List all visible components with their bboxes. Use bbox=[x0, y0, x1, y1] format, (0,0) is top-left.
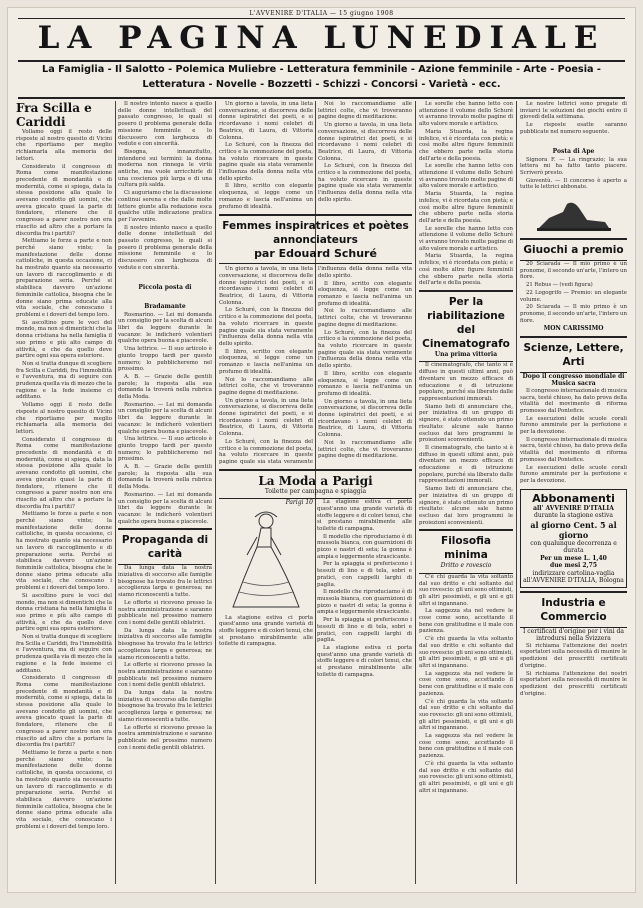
subscription-box: Abbonamenti all' AVVENIRE D'ITALIA durante la stagione estiva al giorno Cent. 5 al giorno con qualunque decorrenza e durata Per un mese L. 1,40 due mesi 2,75 indirizzare cartolina-vaglia all'AVVENIRE D'ITALIA, Bologna bbox=[520, 489, 627, 588]
column-2 bbox=[118, 101, 212, 884]
section-subtitle-scienze: Dopo il congresso mondiale di Musica sacra bbox=[522, 372, 625, 388]
section-title-bradamante: Piccola posta di Bradamante bbox=[138, 283, 192, 310]
section-title-industria: Industria e Commercio bbox=[540, 596, 607, 623]
giochi-signature: MON CARISSIMO bbox=[543, 325, 604, 333]
section-body-bradamante: Rosmarino. — Lei mi domanda un consiglio per la scelta di alcuni libri da leggere durante le vacanze: le indicherò volentieri qualche opera buona e piacevole. Una lettrice. — Il suo articolo è giunto troppo tardi per questo numero; lo pubblicheremo nel prossimo. A. B. — Grazie delle gentili parole; la risposta alla sua domanda la troverà nella rubrica della Moda. Rosmarino. — Lei mi domanda un consiglio per la scelta di alcuni libri da leggere durante le vacanze: le indicherò volentieri qualche opera buona e piacevole. Una lettrice. — Il suo articolo è giunto troppo tardi per questo numero; lo pubblicheremo nel prossimo. A. B. — Grazie delle gentili parole; la risposta alla sua domanda la troverà nella rubrica della Moda. Rosmarino. — Lei mi domanda un consiglio per la scelta di alcuni libri da leggere durante le vacanze: le indicherò volentieri qualche opera buona e piacevole. bbox=[118, 311, 212, 525]
section-subtitle: La Famiglia - Il Salotto - Polemica Muliebre - Letteratura femminile - Azione femminile - Arte - Poesia - Letteratura - Novelle - Bozzetti - Schizzi - Concorsi - Varietà - ecc. bbox=[42, 64, 601, 90]
article-subtitle-filosofia: Dritto e rovescio bbox=[440, 562, 492, 570]
column-5: Le nostre lettrici sono pregate di inviarci le soluzioni dei giochi entro il giovedì della settimana. Le risposte esatte saranno pubblicate nel numero seguente. Posta di Ape Signora F. — La ringrazio; la sua lettera mi ha fatto tanto piacere. Scriverò presto. Gioventù. — Il concorso è aperto a tutte le lettrici abbonate. Giuochi a premio 20 Sciarada — Il mio primo è un pronome, il secondo un'arte, l'intero un fiore. 21 Rebus — (vedi figura) 22 Logogrifo — Premio: un elegante volume. 20 Sciarada — Il mio primo è un pronome, il secondo un'arte, l'intero un fiore. MON CARISSIMO Scienze, Lettere, Arti Dopo il congresso mondiale di Musica sacra Il congresso internazionale di musica sacra, testé chiuso, ha dato prova della vitalità del movimento di riforma promosso dal Pontefice. Le esecuzioni delle scuole corali furono ammirate per la perfezione e per la devozione. Il congresso internazionale di musica sacra, testé chiuso, ha dato prova della vitalità del movimento di riforma promosso dal Pontefice. Le esecuzioni delle scuole corali furono ammirate per la perfezione e per la devozione. Abbonamenti all' AVVENIRE D'ITALIA durante la stagione estiva al giorno Cent. 5 al giorno con qualunque decorrenza e durata Per un mese L. 1,40 due mesi 2,75 indirizzare cartolina-vaglia all'AVVENIRE D'ITALIA, Bologna Industria e Commercio I certificati d'origine per i vini da introdursi nella Svizzera Si richiama l'attenzione dei nostri esportatori sulla necessità di munire le spedizioni dei prescritti certificati d'origine. Si richiama l'attenzione dei nostri esportatori sulla necessità di munire le spedizioni dei prescritti certificati d'origine. bbox=[520, 101, 627, 697]
section-body-carita: Da lunga data la nostra iniziativa di soccorso alle famiglie bisognose ha trovato fra le lettrici accoglienza larga e generosa; ne siamo riconoscenti a tutte. Le offerte si ricevono presso la nostra amministrazione e saranno pubblicate nel prossimo numero con i nomi delle gentili oblatrici. Da lunga data la nostra iniziativa di soccorso alle famiglie bisognose ha trovato fra le lettrici accoglienza larga e generosa; ne siamo riconoscenti a tutte. Le offerte si ricevono presso la nostra amministrazione e saranno pubblicate nel prossimo numero con i nomi delle gentili oblatrici. Da lunga data la nostra iniziativa di soccorso alle famiglie bisognose ha trovato fra le lettrici accoglienza larga e generosa; ne siamo riconoscenti a tutte. Le offerte si ricevono presso la nostra amministrazione e saranno pubblicate nel prossimo numero con i nomi delle gentili oblatrici. bbox=[118, 565, 212, 751]
article-title-filosofia: Filosofia minima bbox=[441, 535, 491, 562]
article-body-femmes: Un giorno a tavola, in una lieta conversazione, si discorreva delle donne ispiratrici dei poeti, e si ricordavano i nomi celebri di Beatrice, di Laura, di Vittoria Colonna. Lo Schuré, con la finezza del critico e la commozione del poeta, ha voluto ricercare in queste pagine quale sia stata veramente l'influenza della donna nella vita dello spirito. Il libro, scritto con elegante eloquenza, si legge come un romanzo e lascia nell'anima un profumo di idealità. Noi lo raccomandiamo alle lettrici colte, che vi troveranno pagine degne di meditazione. Un giorno a tavola, in una lieta conversazione, si discorreva delle donne ispiratrici dei poeti, e si ricordavano i nomi celebri di Beatrice, di Laura, di Vittoria Colonna. Lo Schuré, con la finezza del critico e la commozione del poeta, ha voluto ricercare in queste pagine quale sia stata veramente l'influenza della donna nella vita dello spirito. Il libro, scritto con elegante eloquenza, si legge come un romanzo e lascia nell'anima un profumo di idealità. Noi lo raccomandiamo alle lettrici colte, che vi troveranno pagine degne di meditazione. Lo Schuré, con la finezza del critico e la commozione del poeta, ha voluto ricercare in queste pagine quale sia stata veramente l'influenza della donna nella vita dello spirito. Il libro, scritto con elegante eloquenza, si legge come un romanzo e lascia nell'anima un profumo di idealità. Un giorno a tavola, in una lieta conversazione, si discorreva delle donne ispiratrici dei poeti, e si ricordavano i nomi celebri di Beatrice, di Laura, di Vittoria Colonna. Noi lo raccomandiamo alle lettrici colte, che vi troveranno pagine degne di meditazione. bbox=[219, 266, 412, 465]
article-body-filosofia: C'è chi guarda la vita soltanto dal suo dritto e chi soltanto dal suo rovescio: gli uni sono ottimisti, gli altri pessimisti, e gli uni e gli altri si ingannano. La saggezza sta nel vedere le cose come sono, accettando il bene con gratitudine e il male con pazienza. C'è chi guarda la vita soltanto dal suo dritto e chi soltanto dal suo rovescio: gli uni sono ottimisti, gli altri pessimisti, e gli uni e gli altri si ingannano. La saggezza sta nel vedere le cose come sono, accettando il bene con gratitudine e il male con pazienza. C'è chi guarda la vita soltanto dal suo dritto e chi soltanto dal suo rovescio: gli uni sono ottimisti, gli altri pessimisti, e gli uni e gli altri si ingannano. La saggezza sta nel vedere le cose come sono, accettando il bene con gratitudine e il male con pazienza. C'è chi guarda la vita soltanto dal suo dritto e chi soltanto dal suo rovescio: gli uni sono ottimisti, gli altri pessimisti, e gli uni e gli altri si ingannano. bbox=[419, 573, 513, 794]
article-subtitle-moda: Toilette per campagna e spiaggia bbox=[264, 487, 367, 495]
column-4 bbox=[419, 101, 513, 884]
article-author-schure: par Edouard Schuré bbox=[254, 247, 377, 261]
column-1 bbox=[16, 101, 112, 884]
article-title-cinematografo: Per la riabilitazione del Cinematografo bbox=[422, 295, 510, 350]
dress-illustration bbox=[219, 507, 313, 615]
masthead: LA PAGINA LUNEDIALE bbox=[37, 20, 606, 56]
article-body-continued: Il nostro intento nasce a quello delle donne intellettuali del passato congresso, le quali si posero il problema generale della missione femminile e lo discussero con larghezza di vedute e con sincerità. Bisogna, innanzitutto, intendersi sui termini: la donna moderna non rinnega le virtù antiche, ma vuole arricchirle di una coscienza più larga e di una cultura più salda. Ci auguriamo che la discussione continui serena e che dalle molte lettere giunte alla redazione esca qualche utile indicazione pratica per l'avvenire. Il nostro intento nasce a quello delle donne intellettuali del passato congresso, le quali si posero il problema generale della missione femminile e lo discussero con larghezza di vedute e con sincerità. bbox=[118, 101, 212, 271]
article-body-moda: La stagione estiva ci porta quest'anno una grande varietà di stoffe leggere e di colori tenui, che si prestano mirabilmente alle toilette di campagna. Il modello che riproduciamo è di mussola bianca, con guarnizioni di pizzo e nastri di seta; la gonna è ampia e leggermente strascicante. Per la spiaggia si preferiscono i tessuti di lino e di tela, sobri e pratici, con cappelli larghi di paglia. Il modello che riproduciamo è di mussola bianca, con guarnizioni di pizzo e nastri di seta; la gonna è ampia e leggermente strascicante. Per la spiaggia si preferiscono i tessuti di lino e di tela, sobri e pratici, con cappelli larghi di paglia. La stagione estiva ci porta quest'anno una grande varietà di stoffe leggere e di colori tenui, che si prestano mirabilmente alle toilette di campagna. bbox=[317, 499, 412, 678]
section-title-carita: Propaganda di carità bbox=[121, 534, 209, 561]
article-subtitle-cinematografo: Una prima vittoria bbox=[434, 350, 498, 358]
article-title-femmes: Femmes inspiratrices et poètes annonciateurs bbox=[222, 220, 409, 247]
section-title-posta: Posta di Ape bbox=[552, 147, 595, 155]
subscription-price-daily: al giorno Cent. 5 al giorno bbox=[530, 519, 617, 540]
newspaper-page bbox=[8, 8, 635, 892]
moda-dateline: Parigi 10 bbox=[285, 499, 313, 507]
subscription-title: Abbonamenti bbox=[532, 491, 615, 505]
article-title-moda: La Moda a Parigi bbox=[258, 473, 373, 488]
sphinx-illustration bbox=[520, 194, 627, 238]
column-3: Un giorno a tavola, in una lieta conversazione, si discorreva delle donne ispiratrici dei poeti, e si ricordavano i nomi celebri di Beatrice, di Laura, di Vittoria Colonna. Lo Schuré, con la finezza del critico e la commozione del poeta, ha voluto ricercare in queste pagine quale sia stata veramente l'influenza della donna nella vita dello spirito. Il libro, scritto con elegante eloquenza, si legge come un romanzo e lascia nell'anima un profumo di idealità. Noi lo raccomandiamo alle lettrici colte, che vi troveranno pagine degne di meditazione. Un giorno a tavola, in una lieta conversazione, si discorreva delle donne ispiratrici dei poeti, e si ricordavano i nomi celebri di Beatrice, di Laura, di Vittoria Colonna. Lo Schuré, con la finezza del critico e la commozione del poeta, ha voluto ricercare in queste pagine quale sia stata veramente l'influenza della donna nella vita dello spirito. Femmes inspiratrices et poètes annonciateurs par Edouard Schuré Un giorno a tavola, in una lieta conversazione, si discorreva delle donne ispiratrici dei poeti, e si ricordavano i nomi celebri di Beatrice, di Laura, di Vittoria Colonna. Lo Schuré, con la finezza del critico e la commozione del poeta, ha voluto ricercare in queste pagine quale sia stata veramente l'influenza della donna nella vita dello spirito. Il libro, scritto con elegante eloquenza, si legge come un romanzo e lascia nell'anima un profumo di idealità. Noi lo raccomandiamo alle lettrici colte, che vi troveranno pagine degne di meditazione. Un giorno a tavola, in una lieta conversazione, si discorreva delle donne ispiratrici dei poeti, e si ricordavano i nomi celebri di Beatrice, di Laura, di Vittoria Colonna. Lo Schuré, con la finezza del critico e la commozione del poeta, ha voluto ricercare in queste pagine quale sia stata veramente l'influenza della donna nella vita dello spirito. Il libro, scritto con elegante eloquenza, si legge come un romanzo e lascia nell'anima un profumo di idealità. Noi lo raccomandiamo alle lettrici colte, che vi troveranno pagine degne di meditazione. Lo Schuré, con la finezza del critico e la commozione del poeta, ha voluto ricercare in queste pagine quale sia stata veramente l'influenza della donna nella vita dello spirito. Il libro, scritto con elegante eloquenza, si legge come un romanzo e lascia nell'anima un profumo di idealità. Un giorno a tavola, in una lieta conversazione, si discorreva delle donne ispiratrici dei poeti, e si ricordavano i nomi celebri di Beatrice, di Laura, di Vittoria Colonna. Noi lo raccomandiamo alle lettrici colte, che vi troveranno pagine degne di meditazione. La Moda a Parigi Toilette per campagna e spiaggia Parigi 10 La stagione estiva ci porta quest'anno una grande varietà di stoffe leggere e di colori tenui, che si prestano mirabilmente alle toilette di campagna. La stagione estiva ci porta quest'anno una grande varietà di stoffe leggere e di colori tenui, che si prestano mirabilmente alle toilette di campagna. Il modello che riproduciamo è di mussola bianca, con guarnizioni di pizzo e nastri di seta; la gonna è ampia e leggermente strascicante. Per la spiaggia si preferiscono i tessuti di lino e di tela, sobri e pratici, con cappelli larghi di paglia. Il modello che riproduciamo è di mussola bianca, con guarnizioni di pizzo e nastri di seta; la gonna è ampia e leggermente strascicante. Per la spiaggia si preferiscono i tessuti di lino e di tela, sobri e pratici, con cappelli larghi di paglia. La stagione estiva ci porta quest'anno una grande varietà di stoffe leggere e di colori tenui, che si prestano mirabilmente alle toilette di campagna. bbox=[219, 101, 412, 678]
section-subtitle-industria: I certificati d'origine per i vini da introdursi nella Svizzera bbox=[523, 627, 624, 643]
continued-text: Le sorelle che hanno letto con attenzione il volume dello Schuré vi avranno trovato molte pagine di alto valore morale e artistico. Maria Stuarda, la regina infelice, vi è ricordata con pietà; e così molte altre figure femminili che ebbero parte nella storia dell'arte e della poesia. Le sorelle che hanno letto con attenzione il volume dello Schuré vi avranno trovato molte pagine di alto valore morale e artistico. Maria Stuarda, la regina infelice, vi è ricordata con pietà; e così molte altre figure femminili che ebbero parte nella storia dell'arte e della poesia. Le sorelle che hanno letto con attenzione il volume dello Schuré vi avranno trovato molte pagine di alto valore morale e artistico. Maria Stuarda, la regina infelice, vi è ricordata con pietà; e così molte altre figure femminili che ebbero parte nella storia dell'arte e della poesia. bbox=[419, 101, 513, 287]
section-title-giochi: Giuochi a premio bbox=[523, 244, 624, 257]
article-title-scilla: Fra Scilla e Cariddi bbox=[16, 101, 92, 129]
article-body-cinematografo: Il cinematografo, che tanto si è diffuso in questi ultimi anni, può diventare un mezzo efficace di educazione e di istruzione popolare, purché sia liberato dalle rappresentazioni immorali. Siamo lieti di annunciare che, per iniziativa di un gruppo di signore, è stato ottenuto un primo risultato: alcune sale hanno escluso dai loro programmi le proiezioni sconvenienti. Il cinematografo, che tanto si è diffuso in questi ultimi anni, può diventare un mezzo efficace di educazione e di istruzione popolare, purché sia liberato dalle rappresentazioni immorali. Siamo lieti di annunciare che, per iniziativa di un gruppo di signore, è stato ottenuto un primo risultato: alcune sale hanno escluso dai loro programmi le proiezioni sconvenienti. bbox=[419, 362, 513, 526]
article-body-scilla: Vollamo oggi il resto delle risposte al nostro quesito di Vicini che riportiamo per meglio richiamarla alla memoria dei lettori. Considerato il congresso di Roma come manifestazione precedente di mondanità e di modernità, come si spiega, data la stessa posizione alla quale lo avevano condotto gli uomini, che aveva giocato quasi la parte di fondatore, ritenere che il congresso a parer nostro non era riuscito ad altro che a portare la discordia fra i partiti? Mettiamo le forze a parte e non perché siano vinte; la manifestazione delle donne cattoliche, in questa occasione, ci ha mostrato quanto sia necessario un lavoro di raccoglimento e di preparazione seria. Perché si stabilisca davvero un'azione femminile cattolica, bisogna che le donne siano prima educate alla vita sociale, che conoscano i problemi e i doveri del tempo loro. Si ascoltino pure le voci del mondo, ma non si dimentichi che la donna cristiana ha nella famiglia il suo primo e più alto campo di attività, e che da quello deve partire ogni sua opera esteriore. Non si tratta dunque di scegliere fra Scilla e Cariddi, fra l'immobilità e l'avventura, ma di seguire con prudenza quella via di mezzo che la ragione e la fede insieme ci additano. Vollamo oggi il resto delle risposte al nostro quesito di Vicini che riportiamo per meglio richiamarla alla memoria dei lettori. Considerato il congresso di Roma come manifestazione precedente di mondanità e di modernità, come si spiega, data la stessa posizione alla quale lo avevano condotto gli uomini, che aveva giocato quasi la parte di fondatore, ritenere che il congresso a parer nostro non era riuscito ad altro che a portare la discordia fra i partiti? Mettiamo le forze a parte e non perché siano vinte; la manifestazione delle donne cattoliche, in questa occasione, ci ha mostrato quanto sia necessario un lavoro di raccoglimento e di preparazione seria. Perché si stabilisca davvero un'azione femminile cattolica, bisogna che le donne siano prima educate alla vita sociale, che conoscano i problemi e i doveri del tempo loro. Si ascoltino pure le voci del mondo, ma non si dimentichi che la donna cristiana ha nella famiglia il suo primo e più alto campo di attività, e che da quello deve partire ogni sua opera esteriore. Non si tratta dunque di scegliere fra Scilla e Cariddi, fra l'immobilità e l'avventura, ma di seguire con prudenza quella via di mezzo che la ragione e la fede insieme ci additano. Considerato il congresso di Roma come manifestazione precedente di mondanità e di modernità, come si spiega, data la stessa posizione alla quale lo avevano condotto gli uomini, che aveva giocato quasi la parte di fondatore, ritenere che il congresso a parer nostro non era riuscito ad altro che a portare la discordia fra i partiti? Mettiamo le forze a parte e non perché siano vinte; la manifestazione delle donne cattoliche, in questa occasione, ci ha mostrato quanto sia necessario un lavoro di raccoglimento e di preparazione seria. Perché si stabilisca davvero un'azione femminile cattolica, bisogna che le donne siano prima educate alla vita sociale, che conoscano i problemi e i doveri del tempo loro. bbox=[16, 129, 112, 830]
top-running-text: Un giorno a tavola, in una lieta conversazione, si discorreva delle donne ispiratrici dei poeti, e si ricordavano i nomi celebri di Beatrice, di Laura, di Vittoria Colonna. Lo Schuré, con la finezza del critico e la commozione del poeta, ha voluto ricercare in queste pagine quale sia stata veramente l'influenza della donna nella vita dello spirito. Il libro, scritto con elegante eloquenza, si legge come un romanzo e lascia nell'anima un profumo di idealità. Noi lo raccomandiamo alle lettrici colte, che vi troveranno pagine degne di meditazione. Un giorno a tavola, in una lieta conversazione, si discorreva delle donne ispiratrici dei poeti, e si ricordavano i nomi celebri di Beatrice, di Laura, di Vittoria Colonna. Lo Schuré, con la finezza del critico e la commozione del poeta, ha voluto ricercare in queste pagine quale sia stata veramente l'influenza della donna nella vita dello spirito. bbox=[219, 101, 412, 210]
section-title-scienze: Scienze, Lettere, Arti bbox=[523, 341, 624, 368]
issue-line: L'AVVENIRE D'ITALIA — 15 giugno 1908 bbox=[249, 10, 394, 17]
